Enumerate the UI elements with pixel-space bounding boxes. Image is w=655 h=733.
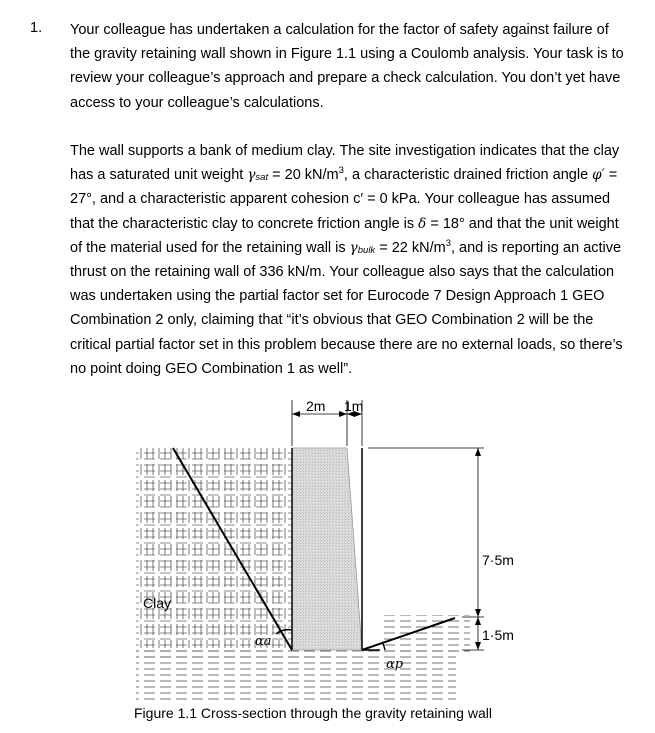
alpha-p-label: αp [386, 657, 404, 672]
clay-passive-hatch [380, 615, 470, 655]
figure-caption: Figure 1.1 Cross-section through the gravity retaining wall [134, 705, 492, 721]
dim-height-lower-label: 1·5m [482, 627, 514, 643]
para2-text-7: , and is reporting an active thrust on the retaining wall of 336 kN/m. Your colleague also says that the calculation was undertaken using the partial factor set for Eurocode 7 Design Approach 1 GEO Combination 2 only, claiming that “it’s obvious that GEO Combination 2 will be the critical partial factor set in this problem because there are no external loads, so there’s no point doing GEO Combination 1 as well”. [70, 239, 627, 377]
clay-label: Clay [143, 595, 172, 611]
gravity-wall-section [292, 448, 362, 650]
para2-text-5: = 18° and that the unit weight of the material used for the retaining wall is [70, 215, 623, 256]
delta-symbol: δ [418, 215, 427, 232]
gamma-bulk-symbol: γ [349, 239, 358, 256]
cube-superscript: 3 [338, 165, 344, 177]
clay-base-hatch [136, 650, 456, 700]
para2-text-3: , a characteristic drained friction angle [343, 167, 593, 184]
dim-top-width-label: 2m [306, 398, 326, 414]
bulk-subscript: bulk [357, 244, 376, 256]
gamma-symbol: γ [247, 167, 256, 184]
dim-arrow-mid-down [475, 617, 481, 625]
dim-height-upper-label: 7·5m [482, 552, 514, 568]
dim-top-step-label: 1m [344, 398, 364, 414]
para2-text-6: = 22 kN/m [375, 239, 446, 256]
dim-arrow-left [292, 411, 300, 417]
sat-subscript: sat [255, 172, 269, 184]
dim-arrow-top [475, 448, 481, 456]
para2-text-1: The wall supports a bank of medium clay. The site investigation indicates that the clay has a saturated unit weight [70, 143, 624, 184]
dim-arrow-mid-up [475, 609, 481, 617]
para2-text-2: = 20 kN/m [268, 167, 339, 184]
cube-superscript-2: 3 [445, 237, 451, 249]
phi-symbol: φ′ [592, 167, 605, 184]
para2-text-4: = 27°, and a characteristic apparent cohesion c′ = 0 kPa. Your colleague has assumed that the characteristic clay to concrete friction angle is [70, 167, 622, 232]
dim-arrow-bottom [475, 642, 481, 650]
question-paragraph-1: Your colleague has undertaken a calculation for the factor of safety against failure of the gravity retaining wall shown in Figure 1.1 using a Coulomb analysis. Your task is to review your colleague’s approach and prepare a check calculation. You don’t yet have access to your colleague’s calculations. [70, 22, 624, 111]
question-number: 1. [30, 20, 43, 36]
alpha-a-label: αa [255, 634, 272, 649]
